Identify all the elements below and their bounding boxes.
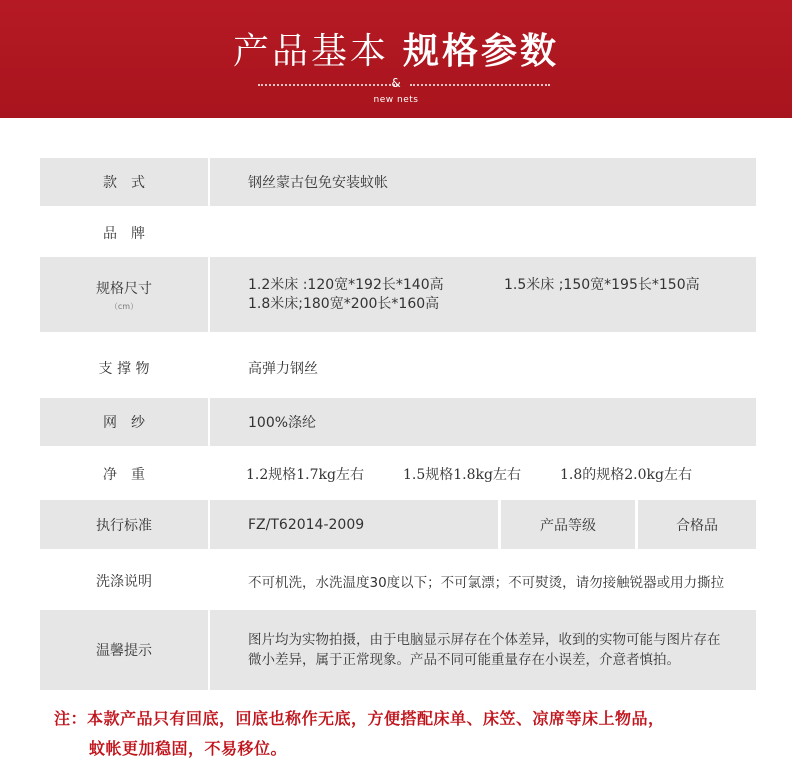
spec-label-text: 规格尺寸: [96, 280, 152, 297]
spec-value: 100%涤纶: [248, 415, 317, 431]
spec-value: 不可机洗，水洗温度30度以下；不可氯漂；不可熨烫，请勿接触锐器或用力撕拉: [248, 575, 725, 591]
size-line-2: [248, 295, 439, 314]
spec-value: [210, 210, 756, 256]
spec-label: 支 撑 物: [98, 361, 150, 377]
spec-row-standard: [40, 500, 756, 549]
weight-1.8: 1.8的规格2.0kg左右: [560, 467, 692, 483]
header-banner: [0, 0, 792, 118]
size-line-1: [248, 276, 700, 295]
note-line-1: 注：本款产品只有回底，回底也称作无底，方便搭配床单、床笠、凉席等床上物品，: [54, 709, 665, 728]
spec-row-tips: [40, 610, 756, 690]
spec-value: 高弹力钢丝: [248, 361, 318, 377]
title-light: 产品基本: [232, 31, 389, 72]
spec-row-style: [40, 158, 756, 206]
spec-row-washing: [40, 558, 756, 604]
spec-label: 洗涤说明: [96, 574, 152, 590]
weight-1.2: 1.2规格1.7kg左右: [246, 467, 364, 483]
spec-row-weight: [40, 451, 756, 497]
spec-row-support: [40, 340, 756, 396]
tips-line-1: 图片均为实物拍摄，由于电脑显示屏存在个体差异，收到的实物可能与图片存在: [248, 632, 721, 648]
spec-value: [210, 451, 756, 497]
grade-label: 产品等级: [501, 500, 638, 549]
page-title: [0, 30, 792, 74]
spec-label: 温馨提示: [40, 610, 210, 690]
decorative-line-left: [258, 84, 398, 87]
spec-value: [210, 610, 756, 690]
title-bold: 规格参数: [403, 31, 560, 72]
grade-value: 合格品: [676, 517, 718, 534]
product-note: [54, 704, 774, 764]
size-1.5: 1.5米床 ;150宽*195长*150高: [504, 276, 700, 293]
weight-1.5: 1.5规格1.8kg左右: [403, 467, 521, 483]
spec-row-size: [40, 257, 756, 332]
spec-label: 网 纱: [40, 398, 210, 446]
spec-row-brand: [40, 210, 756, 256]
decorative-line-right: [410, 84, 550, 87]
spec-value: 钢丝蒙古包免安装蚊帐: [248, 175, 388, 191]
size-1.2: 1.2米床 :120宽*192长*140高: [248, 276, 444, 293]
header-subtitle: new nets: [373, 95, 419, 105]
standard-value: FZ/T62014-2009: [210, 500, 501, 549]
spec-row-mesh: [40, 398, 756, 446]
spec-label: 执行标准: [40, 500, 210, 549]
spec-label: 品 牌: [103, 226, 145, 242]
spec-value: [210, 257, 756, 332]
note-line-2: 蚊帐更加稳固，不易移位。: [89, 739, 288, 758]
ampersand: &: [391, 76, 401, 90]
size-1.8: 1.8米床;180宽*200长*160高: [248, 295, 440, 312]
spec-label: 净 重: [103, 467, 145, 483]
spec-unit: （cm）: [109, 301, 139, 311]
spec-label: 款 式: [40, 158, 210, 206]
spec-label: [40, 257, 210, 332]
tips-line-2: 微小差异，属于正常现象。产品不同可能重量存在小误差，介意者慎拍。: [248, 652, 680, 668]
